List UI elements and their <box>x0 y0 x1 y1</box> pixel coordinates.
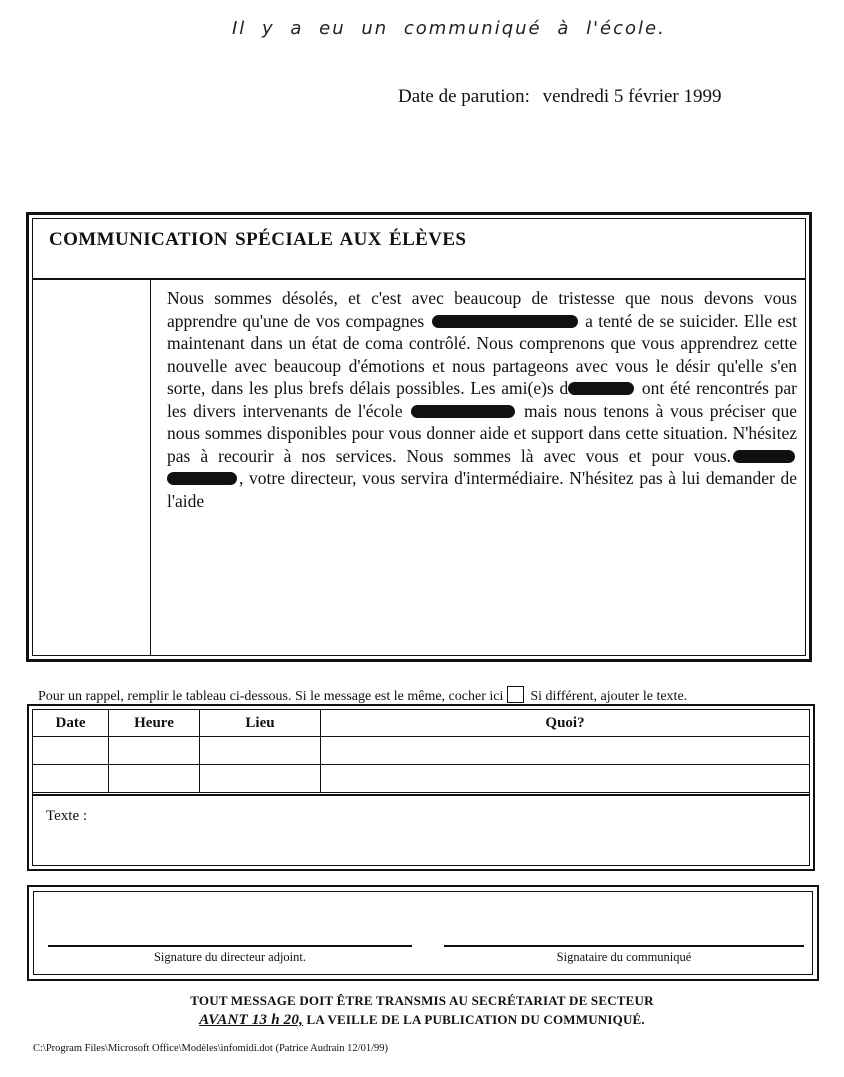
column-header-quoi: Quoi? <box>321 710 810 737</box>
same-message-checkbox[interactable] <box>507 686 524 703</box>
body-text-4: mais nous tenons à vous préciser que nous sommes disponibles pour vous donner aide et support dans cette situation. N'hésitez pas à recourir à nos services. Nous sommes là avec vous et pour vous. <box>167 400 798 466</box>
publication-date <box>398 86 722 108</box>
table-header-row <box>33 710 810 737</box>
reminder-instructions <box>38 686 687 705</box>
column-header-heure: Heure <box>109 710 200 737</box>
body-text-5: , votre directeur, vous servira d'intermédiaire. N'hésitez pas à lui demander de l'aide <box>167 468 797 511</box>
lieu-cell[interactable] <box>200 737 321 765</box>
signature-label-signatory: Signataire du communiqué <box>556 950 692 964</box>
footer-notice-line2 <box>0 1012 844 1029</box>
redaction-mark <box>733 450 795 463</box>
reminder-table-box <box>27 704 815 871</box>
heure-cell[interactable] <box>109 765 200 793</box>
table-row <box>33 765 810 793</box>
signature-line-signatory[interactable] <box>444 945 804 947</box>
column-header-lieu: Lieu <box>200 710 321 737</box>
reminder-text-after: Si différent, ajouter le texte. <box>530 689 688 704</box>
reminder-text: Pour un rappel, remplir le tableau ci-dessous. Si le message est le même, cocher ici <box>38 689 504 704</box>
communication-box-inner <box>32 218 806 656</box>
signature-line-director[interactable] <box>48 945 412 947</box>
heure-cell[interactable] <box>109 737 200 765</box>
texte-label: Texte : <box>46 808 88 824</box>
quoi-cell[interactable] <box>321 737 810 765</box>
body-text-2: a tenté de se suicider. Elle est maintenant dans un état de coma contrôlé. Nous comprenons que vous apprendrez cette nouvelle avec beaucoup d'émotions et nous partageons avec vous le désir qu'elle s'en sorte, dans les plus brefs délais possibles. Les ami(e)s <box>167 310 797 398</box>
signature-box-inner <box>33 891 813 975</box>
body-text-1: Nous sommes désolés, et c'est avec beaucoup de tristesse que nous devons vous apprendre qu'une de vos compagnes <box>167 288 797 331</box>
signature-box <box>27 885 819 981</box>
footer-notice-line1: TOUT MESSAGE DOIT ÊTRE TRANSMIS AU SECRÉTARIAT DE SECTEUR <box>190 993 654 1008</box>
signature-label-director: Signature du directeur adjoint. <box>153 950 307 964</box>
redaction-mark <box>411 405 515 418</box>
template-file-path: C:\Program Files\Microsoft Office\Modèles\infomidi.dot (Patrice Audrain 12/01/99) <box>33 1043 389 1054</box>
footer-notice-rest: LA VEILLE DE LA PUBLICATION DU COMMUNIQUÉ. <box>303 1012 645 1027</box>
reminder-table-inner <box>32 709 810 866</box>
redaction-mark <box>432 315 578 328</box>
date-cell[interactable] <box>33 765 109 793</box>
body-text-2b: d <box>559 378 569 398</box>
date-cell[interactable] <box>33 737 109 765</box>
redaction-mark <box>568 382 634 395</box>
communication-body <box>167 287 797 512</box>
redaction-mark <box>167 472 237 485</box>
handwritten-note: Il y a eu un communiqué à l'école. <box>232 18 666 39</box>
publication-date-label: Date de parution: <box>398 86 530 107</box>
quoi-cell[interactable] <box>321 765 810 793</box>
communication-title: COMMUNICATION SPÉCIALE AUX ÉLÈVES <box>49 229 467 250</box>
communication-box <box>26 212 812 662</box>
communication-title-divider <box>33 278 805 280</box>
footer-deadline: AVANT 13 h 20, <box>199 1012 304 1028</box>
body-text-3: ont été rencontrés par les divers intervenants de l'école <box>167 378 798 421</box>
texte-field[interactable] <box>33 794 809 865</box>
communication-margin-divider <box>150 280 151 655</box>
reminder-table <box>32 709 810 793</box>
publication-date-value: vendredi 5 février 1999 <box>542 86 722 107</box>
lieu-cell[interactable] <box>200 765 321 793</box>
table-row <box>33 737 810 765</box>
column-header-date: Date <box>33 710 109 737</box>
